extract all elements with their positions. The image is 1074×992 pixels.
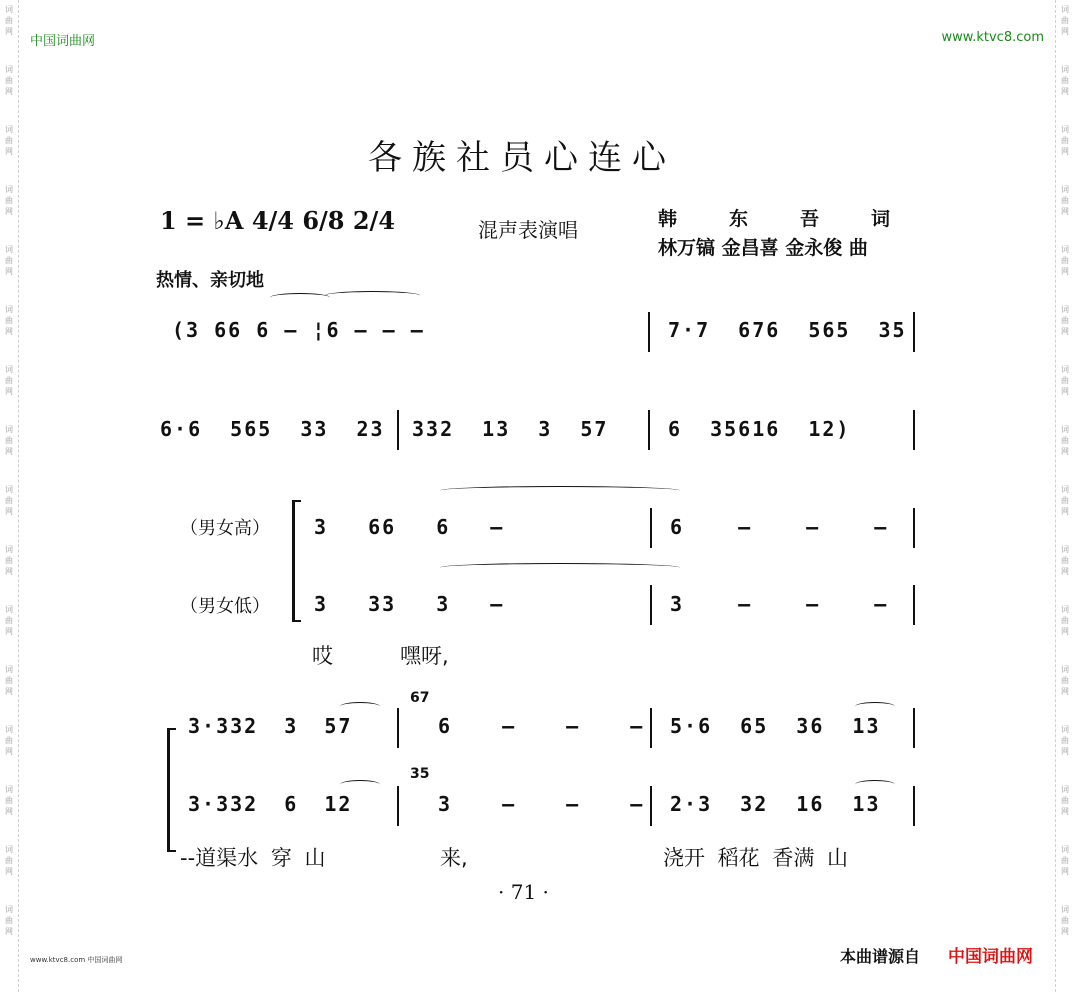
margin-watermark: 词 曲 网 (1061, 785, 1069, 816)
site-name-left[interactable]: 中国词曲网 (30, 34, 96, 49)
bar-line (397, 410, 399, 450)
margin-watermark: 词 曲 网 (1061, 305, 1069, 336)
grace-note-low: 35 (410, 766, 430, 782)
slur-mark (440, 486, 680, 495)
bar-line (648, 312, 650, 352)
score-row2-measure1: 6·6 565 33 23 (160, 417, 385, 441)
slur-mark (340, 780, 380, 789)
composer-credit: 林万镐 金昌喜 金永俊 曲 (658, 237, 868, 259)
song-title: 各族社员心连心 (368, 138, 676, 178)
score-row4-low-m1: 3·332 6 12 (188, 792, 353, 816)
margin-watermark: 词 曲 网 (1061, 605, 1069, 636)
margin-watermark: 词 曲 网 (5, 65, 13, 96)
margin-watermark: 词 曲 网 (5, 125, 13, 156)
bar-line (648, 410, 650, 450)
score-row2-measure2: 332 13 3 57 (412, 417, 609, 441)
grace-note-high: 67 (410, 690, 430, 706)
footer-source-site[interactable]: 中国词曲网 (948, 947, 1033, 967)
score-row4-high-m3: 5·6 65 36 13 (670, 714, 881, 738)
bar-line (650, 585, 652, 625)
slur-mark (855, 780, 895, 789)
tempo-marking: 热情、亲切地 (156, 270, 264, 291)
footer-small-url[interactable]: www.ktvc8.com 中国词曲网 (30, 956, 123, 964)
margin-watermark: 词 曲 网 (5, 785, 13, 816)
margin-watermark: 词 曲 网 (5, 5, 13, 36)
bar-line (913, 708, 915, 748)
bar-line (913, 410, 915, 450)
bar-line (913, 312, 915, 352)
slur-mark (325, 291, 420, 300)
margin-watermark: 词 曲 网 (1061, 665, 1069, 696)
margin-watermark: 词 曲 网 (5, 545, 13, 576)
margin-watermark: 词 曲 网 (5, 485, 13, 516)
slur-mark (270, 293, 330, 302)
voice-bracket (292, 500, 301, 622)
margin-watermark: 词 曲 网 (5, 725, 13, 756)
performance-type: 混声表演唱 (478, 218, 578, 242)
key-signature: 1 = ♭A 4/4 6/8 2/4 (160, 206, 396, 235)
bar-line (650, 708, 652, 748)
margin-watermark: 词 曲 网 (1061, 485, 1069, 516)
margin-watermark: 词 曲 网 (1061, 5, 1069, 36)
bar-line (913, 786, 915, 826)
bar-line (650, 508, 652, 548)
score-row3-low-m2: 3 — — — (670, 592, 889, 616)
margin-watermark: 词 曲 网 (1061, 245, 1069, 276)
margin-watermark: 词 曲 网 (5, 305, 13, 336)
score-row2-measure3: 6 35616 12) (668, 417, 851, 441)
margin-watermark: 词 曲 网 (1061, 545, 1069, 576)
margin-watermark: 词 曲 网 (5, 185, 13, 216)
bar-line (397, 786, 399, 826)
voice-bracket (167, 728, 176, 852)
margin-watermark: 词 曲 网 (1061, 65, 1069, 96)
score-row3-low-m1: 3 33 3 — (314, 592, 505, 616)
margin-watermark: 词 曲 网 (5, 245, 13, 276)
left-margin-rail (0, 0, 19, 992)
margin-watermark: 词 曲 网 (1061, 125, 1069, 156)
margin-watermark: 词 曲 网 (1061, 425, 1069, 456)
margin-watermark: 词 曲 网 (5, 365, 13, 396)
slur-mark (855, 702, 895, 711)
margin-watermark: 词 曲 网 (1061, 845, 1069, 876)
margin-watermark: 词 曲 网 (1061, 725, 1069, 756)
voice-high-label: （男女高） (180, 518, 270, 539)
score-row3-high-m2: 6 — — — (670, 515, 889, 539)
lyric-line2-b: 来, (440, 846, 468, 870)
score-row4-high-m1: 3·332 3 57 (188, 714, 353, 738)
bar-line (650, 786, 652, 826)
lyricist-credit: 韩东吾词 (658, 208, 943, 230)
score-row4-low-m3: 2·3 32 16 13 (670, 792, 881, 816)
page-number: · 71 · (498, 880, 549, 904)
lyric-line2-a: --道渠水 穿 山 (180, 846, 326, 870)
lyric-line2-c: 浇开 稻花 香满 山 (663, 846, 849, 870)
site-url-right[interactable]: www.ktvc8.com (941, 30, 1044, 45)
score-row1-intro: (3 66 6 — ¦6 — — — (172, 318, 425, 342)
bar-line (913, 585, 915, 625)
lyric-line1-b: 嘿呀, (400, 644, 449, 668)
margin-watermark: 词 曲 网 (1061, 365, 1069, 396)
margin-watermark: 词 曲 网 (1061, 185, 1069, 216)
margin-watermark: 词 曲 网 (5, 845, 13, 876)
slur-mark (340, 702, 380, 711)
margin-watermark: 词 曲 网 (5, 665, 13, 696)
voice-low-label: （男女低） (180, 596, 270, 617)
bar-line (913, 508, 915, 548)
footer-source-label: 本曲谱源自 (840, 947, 921, 966)
score-row3-high-m1: 3 66 6 — (314, 515, 505, 539)
margin-watermark: 词 曲 网 (5, 905, 13, 936)
right-margin-rail (1055, 0, 1074, 992)
bar-line (397, 708, 399, 748)
score-row1-measure2: 7·7 676 565 35 (668, 318, 907, 342)
margin-watermark: 词 曲 网 (5, 605, 13, 636)
slur-mark (440, 563, 680, 572)
lyric-line1-a: 哎 (312, 644, 333, 668)
score-row4-high-m2: 6 — — — (438, 714, 645, 738)
margin-watermark: 词 曲 网 (1061, 905, 1069, 936)
score-row4-low-m2: 3 — — — (438, 792, 645, 816)
margin-watermark: 词 曲 网 (5, 425, 13, 456)
